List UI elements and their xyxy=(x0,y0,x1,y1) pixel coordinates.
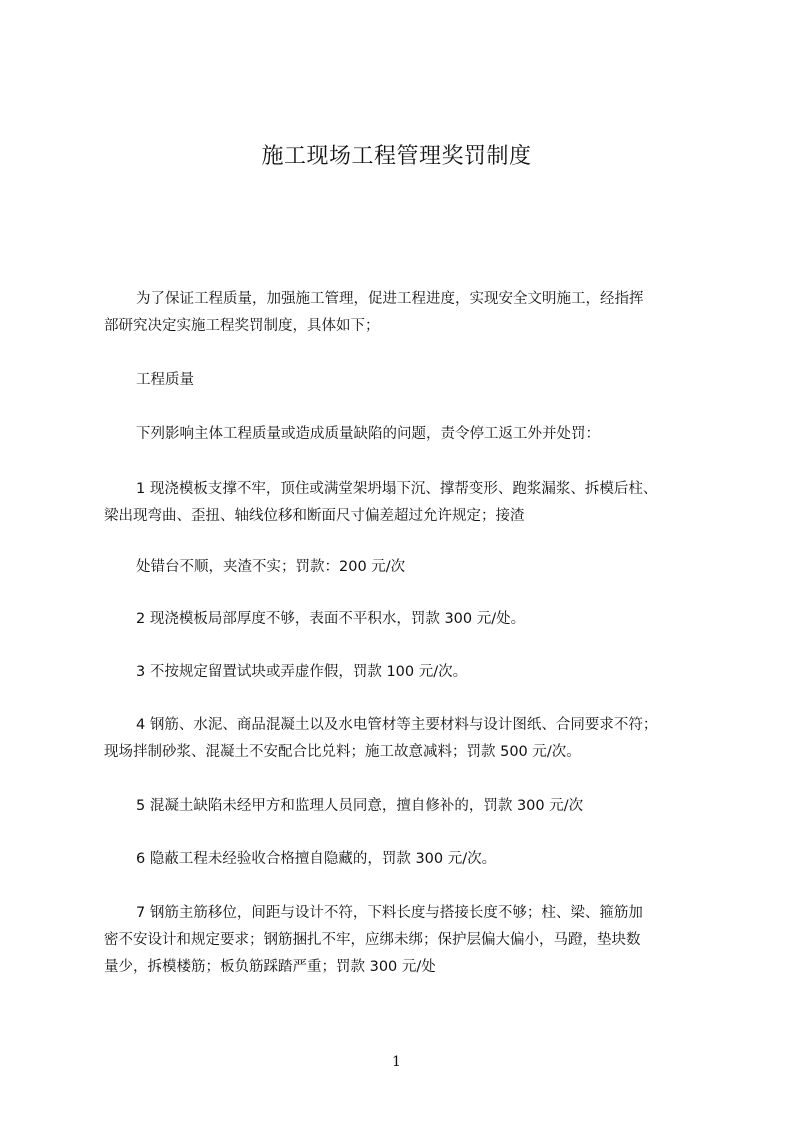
document-title: 施工现场工程管理奖罚制度 xyxy=(261,144,532,169)
intro-line-2: 部研究决定实施工程奖罚制度，具体如下； xyxy=(104,318,380,334)
item-3 xyxy=(104,659,704,686)
item-1-line-2: 梁出现弯曲、歪扭、轴线位移和断面尺寸偏差超过允许规定；接渣 xyxy=(104,508,525,524)
item-7 xyxy=(104,900,704,981)
lead-paragraph xyxy=(104,421,704,448)
item-4-line-2: 现场拌制砂浆、混凝土不安配合比兑料；施工故意减料；罚款 500 元/次。 xyxy=(104,744,581,760)
item-4-line-1: 4 钢筋、水泥、商品混凝土以及水电管材等主要材料与设计图纸、合同要求不符； xyxy=(136,717,658,733)
section-heading xyxy=(104,367,704,394)
lead-text: 下列影响主体工程质量或造成质量缺陷的问题，责令停工返工外并处罚： xyxy=(136,426,600,442)
item-1 xyxy=(104,476,704,530)
item-6 xyxy=(104,846,704,873)
item-3-text: 3 不按规定留置试块或弄虚作假，罚款 100 元/次。 xyxy=(136,664,468,680)
item-5 xyxy=(104,793,704,820)
item-4 xyxy=(104,712,704,766)
item-7-line-2: 密不安设计和规定要求；钢筋捆扎不牢，应绑未绑；保护层偏大偏小，马蹬，垫块数 xyxy=(104,932,641,948)
item-7-line-1: 7 钢筋主筋移位，间距与设计不符，下料长度与搭接长度不够；柱、梁、箍筋加 xyxy=(136,905,643,921)
intro-line-1: 为了保证工程质量，加强施工管理，促进工程进度，实现安全文明施工，经指挥 xyxy=(136,291,644,307)
item-5-text: 5 混凝土缺陷未经甲方和监理人员同意，擅自修补的，罚款 300 元/次 xyxy=(136,798,584,814)
section-heading-text: 工程质量 xyxy=(136,372,194,388)
item-2-text: 2 现浇模板局部厚度不够，表面不平积水，罚款 300 元/处。 xyxy=(136,611,526,627)
intro-paragraph xyxy=(104,286,704,340)
item-7-line-3: 量少，拆模楼筋；板负筋踩踏严重；罚款 300 元/处 xyxy=(104,959,436,975)
item-1-line-1: 1 现浇模板支撑不牢，顶住或满堂架坍塌下沉、撑帮变形、跑浆漏浆、拆模后柱、 xyxy=(136,481,658,497)
item-1-continuation xyxy=(104,554,704,581)
page-number: 1 xyxy=(392,1054,401,1070)
item-1-continuation-text: 处错台不顺，夹渣不实；罚款：200 元/次 xyxy=(136,559,406,575)
item-2 xyxy=(104,606,704,633)
item-6-text: 6 隐蔽工程未经验收合格擅自隐藏的，罚款 300 元/次。 xyxy=(136,851,497,867)
